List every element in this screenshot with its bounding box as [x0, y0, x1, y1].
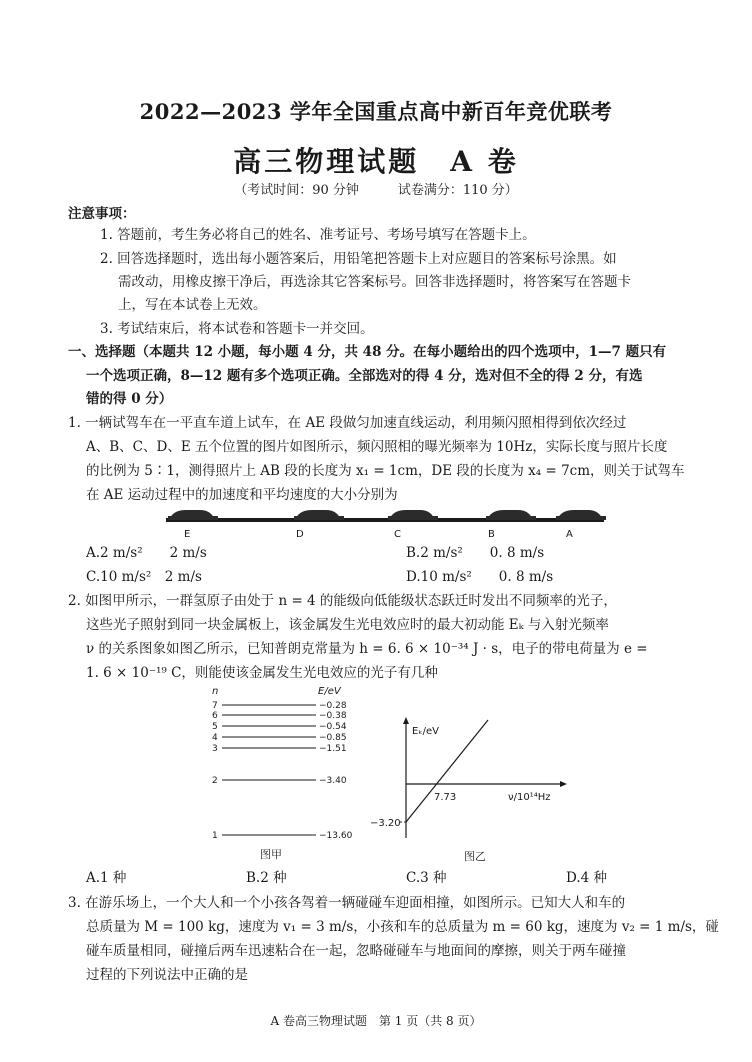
- exam-info: （考试时间：90 分钟 试卷满分：110 分）: [234, 183, 518, 198]
- x-axis-arrow: [560, 781, 567, 787]
- car-label: C: [394, 529, 401, 540]
- fig-b-caption: 图乙: [464, 850, 486, 863]
- q2-option-b[interactable]: B.2 种: [246, 870, 287, 886]
- car-label: B: [488, 529, 495, 540]
- svg-text:7: 7: [212, 701, 218, 711]
- car-icon: [486, 510, 536, 520]
- section-heading: 错的得 0 分）: [86, 391, 173, 407]
- energy-level: [212, 744, 347, 754]
- notice-item: 上，写在本试卷上无效。: [118, 297, 267, 313]
- energy-level: [212, 711, 347, 721]
- q1-option-c[interactable]: C.10 m/s² 2 m/s: [86, 569, 202, 585]
- notice-item: 2. 回答选择题时，选出每小题答案后，用铅笔把答题卡上对应题目的答案标号涂黑。如: [100, 251, 617, 267]
- q1-option-d[interactable]: D.10 m/s² 0. 8 m/s: [406, 569, 554, 585]
- energy-level: [212, 776, 347, 786]
- car-label: E: [184, 529, 191, 540]
- ek-frequency-graph: [360, 716, 570, 866]
- q1-text: 的比例为 5∶1，测得照片上 AB 段的长度为 x₁ = 1cm，DE 段的长度为 x₄ = 7cm，则关于试驾车: [86, 463, 685, 479]
- car-label: A: [566, 529, 573, 540]
- energy-level: [212, 722, 347, 732]
- y-axis-arrow: [403, 717, 409, 724]
- svg-text:−0.54: −0.54: [319, 722, 347, 732]
- q2-text: 1. 6 × 10⁻¹⁹ C，则能使该金属发生光电效应的光子有几种: [86, 665, 438, 681]
- q1-option-a[interactable]: A.2 m/s² 2 m/s: [86, 545, 207, 561]
- q1-text: A、B、C、D、E 五个位置的图片如图所示，频闪照相的曝光频率为 10Hz，实际长度与照片长度: [86, 439, 668, 455]
- q2-text: 2. 如图甲所示，一群氢原子由处于 n = 4 的能级向低能级状态跃迁时发出不同频率的光子，: [68, 593, 617, 609]
- x-intercept-label: 7.73: [434, 792, 457, 803]
- y-intercept-label: −3.20: [370, 818, 401, 829]
- energy-level-diagram: [200, 684, 370, 864]
- x-axis-label: ν/10¹⁴Hz: [508, 792, 551, 803]
- q3-text: 3. 在游乐场上，一个大人和一个小孩各驾着一辆碰碰车迎面相撞，如图所示。已知大人和车的: [68, 895, 626, 911]
- svg-text:−3.40: −3.40: [319, 776, 347, 786]
- svg-text:−0.85: −0.85: [319, 733, 347, 743]
- energy-level: [212, 733, 347, 743]
- svg-text:5: 5: [212, 722, 218, 732]
- notice-item: 1. 答题前，考生务必将自己的姓名、准考证号、考场号填写在答题卡上。: [100, 227, 536, 243]
- q2-text: 这些光子照射到同一块金属板上，该金属发生光电效应时的最大初动能 Eₖ 与入射光频率: [86, 617, 609, 633]
- e-header: E/eV: [318, 686, 341, 697]
- section-heading: 一个选项正确，8—12 题有多个选项正确。全部选对的得 4 分，选对但不全的得 2 分，有选: [86, 368, 643, 384]
- q3-text: 总质量为 M = 100 kg，速度为 v₁ = 3 m/s，小孩和车的总质量为 m = 60 kg，速度为 v₂ = 1 m/s，碰: [86, 919, 719, 935]
- energy-level: [212, 701, 347, 711]
- svg-text:−13.60: −13.60: [319, 831, 353, 841]
- q1-text: 1. 一辆试驾车在一平直车道上试车，在 AE 段做匀加速直线运动，利用频闪照相得到依次经过: [68, 415, 627, 431]
- y-axis-label: Eₖ/eV: [412, 726, 439, 737]
- car-icon: [556, 510, 606, 520]
- car-strobe-figure: [160, 506, 610, 544]
- svg-text:6: 6: [212, 711, 218, 721]
- car-icon: [294, 510, 344, 520]
- car-icon: [168, 510, 218, 520]
- page-footer: A 卷高三物理试题 第 1 页（共 8 页）: [270, 1014, 482, 1028]
- svg-text:4: 4: [212, 733, 218, 743]
- q2-option-d[interactable]: D.4 种: [566, 870, 608, 886]
- car-icon: [388, 510, 438, 520]
- q1-option-b[interactable]: B.2 m/s² 0. 8 m/s: [406, 545, 545, 561]
- svg-text:−0.38: −0.38: [319, 711, 347, 721]
- q3-text: 过程的下列说法中正确的是: [86, 967, 248, 983]
- car-label: D: [296, 529, 304, 540]
- svg-text:3: 3: [212, 744, 218, 754]
- q2-text: ν 的关系图象如图乙所示，已知普朗克常量为 h = 6. 6 × 10⁻³⁴ J · s，电子的带电荷量为 e =: [86, 641, 648, 657]
- n-header: n: [212, 686, 219, 697]
- q1-text: 在 AE 运动过程中的加速度和平均速度的大小分别为: [86, 487, 398, 503]
- notice-heading: 注意事项：: [68, 206, 136, 222]
- q2-option-c[interactable]: C.3 种: [406, 870, 447, 886]
- q3-text: 碰车质量相同，碰撞后两车迅速粘合在一起，忽略碰碰车与地面间的摩擦，则关于两车碰撞: [86, 943, 626, 959]
- road-line: [166, 518, 604, 522]
- exam-title: 2022—2023 学年全国重点高中新百年竞优联考: [139, 99, 613, 124]
- svg-text:1: 1: [212, 831, 218, 841]
- fig-a-caption: 图甲: [260, 848, 282, 861]
- energy-level: [212, 831, 353, 841]
- notice-item: 需改动，用橡皮擦干净后，再选涂其它答案标号。回答非选择题时，将答案写在答题卡: [118, 274, 631, 290]
- svg-text:−1.51: −1.51: [319, 744, 347, 754]
- svg-text:2: 2: [212, 776, 218, 786]
- section-heading: 一、选择题（本题共 12 小题，每小题 4 分，共 48 分。在每小题给出的四个选项中，1—7 题只有: [68, 344, 667, 360]
- svg-text:−0.28: −0.28: [319, 701, 347, 711]
- notice-item: 3. 考试结束后，将本试卷和答题卡一并交回。: [100, 321, 374, 337]
- q2-option-a[interactable]: A.1 种: [86, 870, 127, 886]
- subject-title: 高三物理试题 A 卷: [233, 145, 519, 178]
